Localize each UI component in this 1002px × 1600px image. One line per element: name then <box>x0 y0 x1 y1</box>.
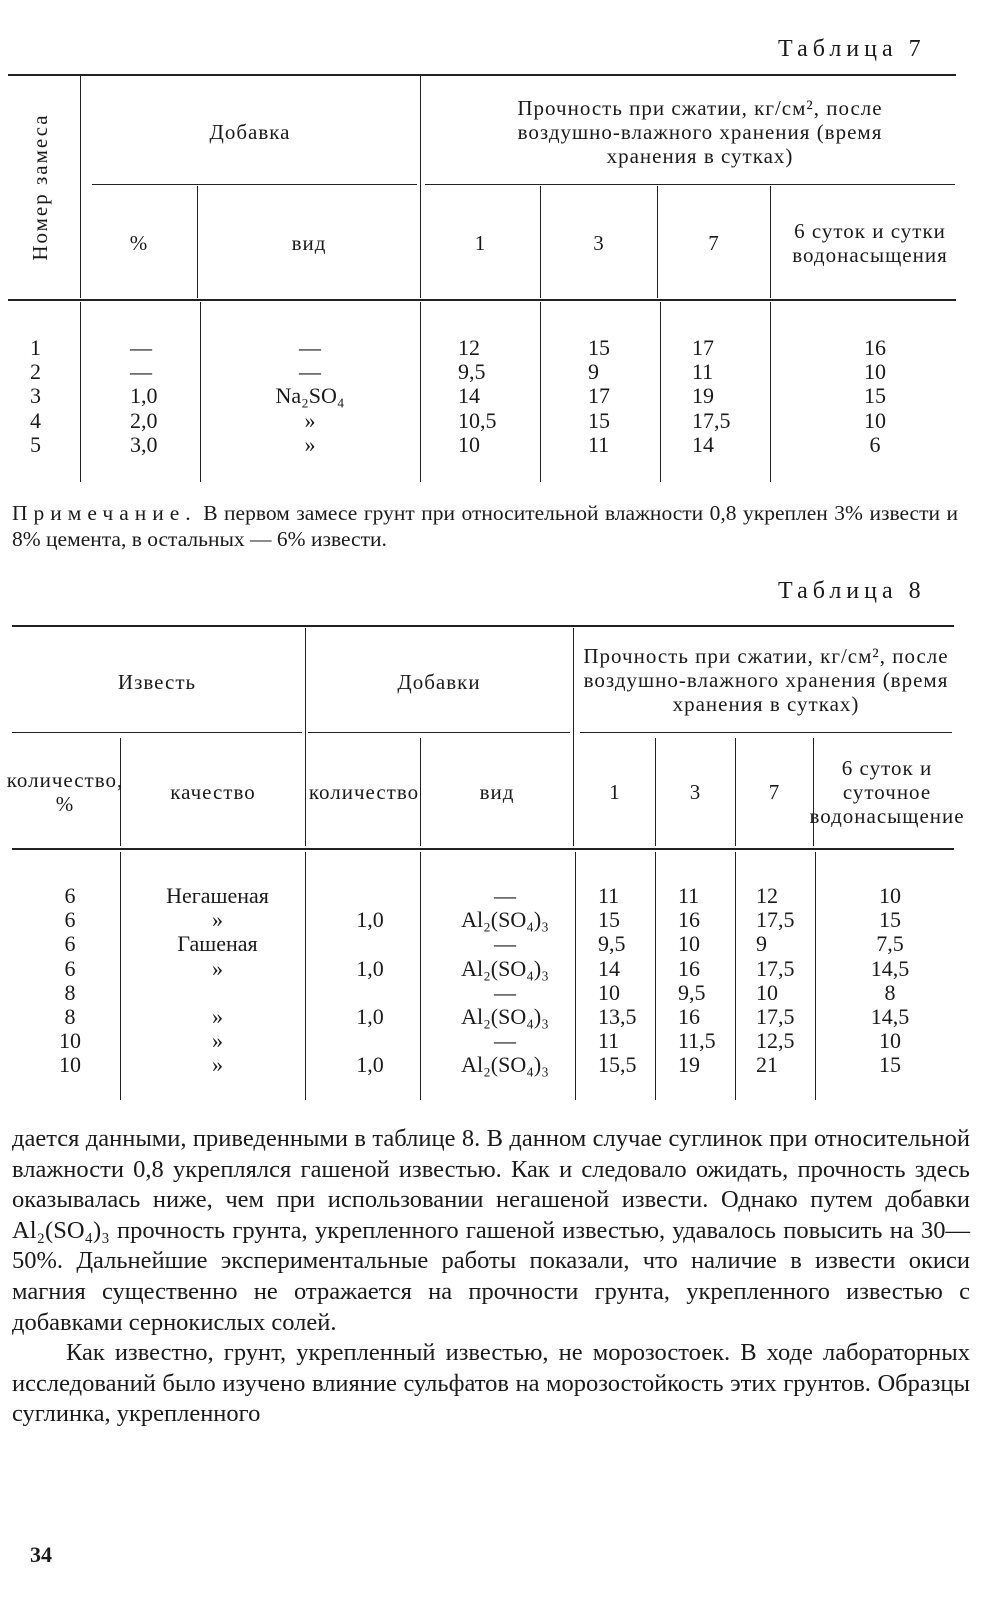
table-cell: » <box>304 431 316 457</box>
table8-vline <box>120 852 121 1100</box>
page-number: 34 <box>30 1542 52 1567</box>
table7-top-rule <box>8 74 956 76</box>
table8-vline <box>305 628 306 846</box>
table-cell: 11 <box>692 359 714 385</box>
table7-vline <box>420 76 421 298</box>
table-cell: — <box>130 359 152 385</box>
table-cell: — <box>494 979 516 1005</box>
table-cell: — <box>494 883 516 908</box>
table-cell: — <box>494 1028 516 1054</box>
table-cell: 10 <box>59 1028 81 1054</box>
note-text: В первом замесе грунт при относительной влажности 0,8 укреплен 3% извести и 8% цемента, в остальных — 6% извести. <box>12 501 958 551</box>
table-cell: 11,5 <box>678 1028 716 1054</box>
table-cell: Al₂(SO₄)₃ <box>461 1052 549 1078</box>
table-cell: 17,5 <box>756 955 795 981</box>
table8-vline <box>655 852 656 1100</box>
table-cell: 11 <box>598 1028 620 1054</box>
table-cell: 10 <box>879 1028 901 1054</box>
table8-vline <box>735 852 736 1100</box>
table7-sub-rule-right <box>425 184 955 185</box>
table-cell: 21 <box>756 1052 778 1078</box>
table-cell: 17,5 <box>756 1003 795 1029</box>
table-cell <box>330 884 410 908</box>
table-cell: 8 <box>884 979 896 1005</box>
table-cell: 10 <box>864 359 886 385</box>
table-cell: 3 <box>30 383 41 409</box>
table-cell: » <box>212 1003 223 1029</box>
table-cell: 17,5 <box>756 907 795 933</box>
table7-vline <box>770 302 771 482</box>
table-cell: 14 <box>692 431 714 457</box>
table-cell: 1,0 <box>356 955 384 981</box>
table8-header-day6: 6 суток и суточное водонасыщение <box>809 756 965 828</box>
table-cell: 11 <box>678 883 700 908</box>
table-cell: 15 <box>598 907 620 933</box>
table-cell: 9,5 <box>458 359 486 385</box>
table8-header-dobavki: Добавки <box>397 670 481 694</box>
table-cell: 9 <box>756 931 767 957</box>
table-cell: Негашеная <box>166 883 269 908</box>
table7-header-zames: Номер замеса <box>28 113 52 261</box>
table-cell: 6 <box>869 431 881 457</box>
table-cell: 12,5 <box>756 1028 795 1054</box>
table7-header-rule <box>8 299 956 301</box>
table7-col-day3 <box>588 336 648 457</box>
table7-header-day6: 6 суток и сутки водонасыщения <box>792 219 948 267</box>
table-cell: 16 <box>864 335 886 360</box>
table-cell: 17 <box>692 335 714 360</box>
table8-sub-rule <box>12 732 302 733</box>
table-cell: » <box>212 955 223 981</box>
table-cell: 1,0 <box>356 1052 384 1078</box>
table-cell: » <box>212 1052 223 1078</box>
table8-vline <box>305 852 306 1100</box>
table8-col-kol-izvest <box>30 884 110 1078</box>
table-cell <box>330 932 410 956</box>
table-cell: 2,0 <box>130 407 158 433</box>
table-cell: — <box>494 931 516 957</box>
table-cell: 6 <box>64 955 76 981</box>
table7-header-strength: Прочность при сжатии, кг/см², после воздушно-влажного хранения (время хранения в сутках) <box>517 96 883 168</box>
table7-vline <box>80 76 81 298</box>
table8-header-kol-dobavki: количество <box>308 780 420 804</box>
table-cell: 6 <box>64 883 76 908</box>
table-cell: 4 <box>30 407 41 433</box>
table-cell: 1,0 <box>356 1003 384 1029</box>
table-cell: 10 <box>598 979 620 1005</box>
table-cell: 10 <box>756 979 778 1005</box>
table-cell: 10 <box>59 1052 81 1078</box>
table-cell: 10 <box>678 931 700 957</box>
table-cell: 5 <box>30 431 41 457</box>
table-cell: — <box>130 335 152 360</box>
table8-header-rule <box>12 848 954 850</box>
table7-header-day3: 3 <box>593 231 605 255</box>
table8-sub-rule <box>580 732 952 733</box>
table-cell: 14,5 <box>870 955 910 981</box>
table7-header-vid: вид <box>291 231 327 255</box>
table-cell: 10 <box>864 407 886 433</box>
table8-header-strength: Прочность при сжатии, кг/см², после воздушно-влажного хранения (время хранения в сутках) <box>583 644 949 716</box>
table-cell: » <box>304 407 316 433</box>
table-cell: 19 <box>692 383 714 409</box>
table-cell: 11 <box>598 883 620 908</box>
table-cell: 15 <box>864 383 886 409</box>
body-text <box>12 1124 970 1430</box>
table8-header-day3: 3 <box>689 780 702 804</box>
table7-vline <box>197 186 198 298</box>
table8-sub-rule <box>308 732 570 733</box>
table-cell: Al₂(SO₄)₃ <box>461 1003 549 1029</box>
table-cell: 1 <box>30 335 41 360</box>
table-cell: 14 <box>598 955 620 981</box>
table8-caption: Таблица 8 <box>778 578 926 604</box>
table-cell: Гашеная <box>177 931 258 957</box>
table-cell: 15 <box>879 907 901 933</box>
table-cell: 7,5 <box>876 931 904 957</box>
table7-vline <box>540 302 541 482</box>
table8-vline <box>815 852 816 1100</box>
table-cell: » <box>212 1028 223 1054</box>
table7-vline <box>200 302 201 482</box>
table-cell: » <box>212 907 223 933</box>
table-cell: 15 <box>588 407 610 433</box>
table-cell: 1,0 <box>130 383 158 409</box>
table-cell <box>330 1029 410 1053</box>
table-cell: 15 <box>588 335 610 360</box>
table-cell: 17 <box>588 383 610 409</box>
table-cell: — <box>299 359 321 385</box>
table7-header-pct: % <box>129 231 149 255</box>
table-cell: 14 <box>458 383 480 409</box>
table7-sub-rule-left <box>92 184 417 185</box>
table8-col-kol-dobavki <box>330 884 410 1078</box>
table7-header-day1: 1 <box>474 231 487 255</box>
table7-caption: Таблица 7 <box>778 36 926 62</box>
table8-col-day7 <box>756 884 814 1078</box>
table-cell: 15 <box>879 1052 901 1078</box>
table-cell: 2 <box>30 359 41 385</box>
table-cell: 12 <box>458 335 480 360</box>
table8-col-vid <box>440 884 570 1078</box>
table8-vline <box>735 738 736 846</box>
table-cell: 16 <box>678 955 700 981</box>
table7-col-vid <box>245 336 375 457</box>
table-cell: 12 <box>756 883 778 908</box>
table-cell: 11 <box>588 431 610 457</box>
table7-col-number <box>30 336 70 457</box>
table8-vline <box>420 852 421 1100</box>
table-cell: 19 <box>678 1052 700 1078</box>
table-cell: 15,5 <box>598 1052 637 1078</box>
table-cell: 10 <box>879 883 901 908</box>
table-cell: 3,0 <box>130 431 158 457</box>
table-cell: 17,5 <box>692 407 731 433</box>
table-cell: 10 <box>458 431 480 457</box>
table-cell: 1,0 <box>356 907 384 933</box>
table8-header-vid: вид <box>479 780 515 804</box>
table8-vline <box>573 628 574 846</box>
table-cell: 10,5 <box>458 407 497 433</box>
table7-col-pct <box>130 336 200 457</box>
table-cell: 13,5 <box>598 1003 637 1029</box>
table8-col-day1 <box>598 884 654 1078</box>
table7-col-day7 <box>692 336 762 457</box>
table8-col-kachestvo <box>130 884 305 1078</box>
table-cell: 8 <box>64 1003 76 1029</box>
table8-vline <box>655 738 656 846</box>
table-cell: — <box>299 335 321 360</box>
table-cell: Al₂(SO₄)₃ <box>461 907 549 933</box>
table-cell: 16 <box>678 907 700 933</box>
table-cell: 8 <box>64 979 76 1005</box>
table7-header-dobavka: Добавка <box>209 120 291 144</box>
paragraph: Как известно, грунт, укрепленный известью, не морозостоек. В ходе лабораторных исследований было изучено влияние сульфатов на морозостойкость этих грунтов. Образцы суглинка, укрепленного <box>12 1339 970 1428</box>
table-cell: 6 <box>64 931 76 957</box>
table8-top-rule <box>12 625 954 627</box>
table8-header-kachestvo: качество <box>170 780 256 804</box>
table7-col-day1 <box>458 336 538 457</box>
table8-header-day7: 7 <box>768 780 781 804</box>
table-cell: 14,5 <box>870 1003 910 1029</box>
table-cell: 16 <box>678 1003 700 1029</box>
table-cell: 9 <box>588 359 599 385</box>
table8-col-day6 <box>845 884 935 1078</box>
table8-header-day1: 1 <box>609 780 621 804</box>
table8-vline <box>575 852 576 1100</box>
table7-vline <box>420 302 421 482</box>
table7-vline <box>540 186 541 298</box>
table7-vline <box>80 302 81 482</box>
table7-vline <box>770 186 771 298</box>
table-cell <box>330 981 410 1005</box>
table7-vline <box>660 302 661 482</box>
table8-col-day3 <box>678 884 734 1078</box>
table7-col-day6 <box>845 336 905 457</box>
table-cell: 9,5 <box>678 979 706 1005</box>
table-cell <box>130 981 305 1005</box>
note-label: Примечание. <box>12 501 197 525</box>
table-cell: Na₂SO₄ <box>275 383 345 409</box>
table7-header-day7: 7 <box>708 231 720 255</box>
table-cell: 6 <box>64 907 76 933</box>
table-cell: Al₂(SO₄)₃ <box>461 955 549 981</box>
table7-note <box>12 500 958 552</box>
table8-header-izvest: Известь <box>117 670 197 694</box>
table8-header-kol-izvest: количество, % <box>6 768 124 816</box>
table7-vline <box>657 186 658 298</box>
table8-vline <box>420 738 421 846</box>
table-cell: 9,5 <box>598 931 626 957</box>
paragraph: дается данными, приведенными в таблице 8. В данном случае суглинок при относительной влажности 0,8 укреплялся гашеной известью. Как и следовало ожидать, прочность здесь оказывалась ниже, чем при использовании негашеной извести. Однако путем добавки Al₂(SO₄)₃ прочность грунта, укрепленного гашеной известью, удавалось повысить на 30—50%. Дальнейшие экспериментальные работы показали, что наличие в извести окиси магния существенно не отражается на прочности грунта, укрепленного известью с добавками сернокислых солей. <box>12 1125 970 1336</box>
